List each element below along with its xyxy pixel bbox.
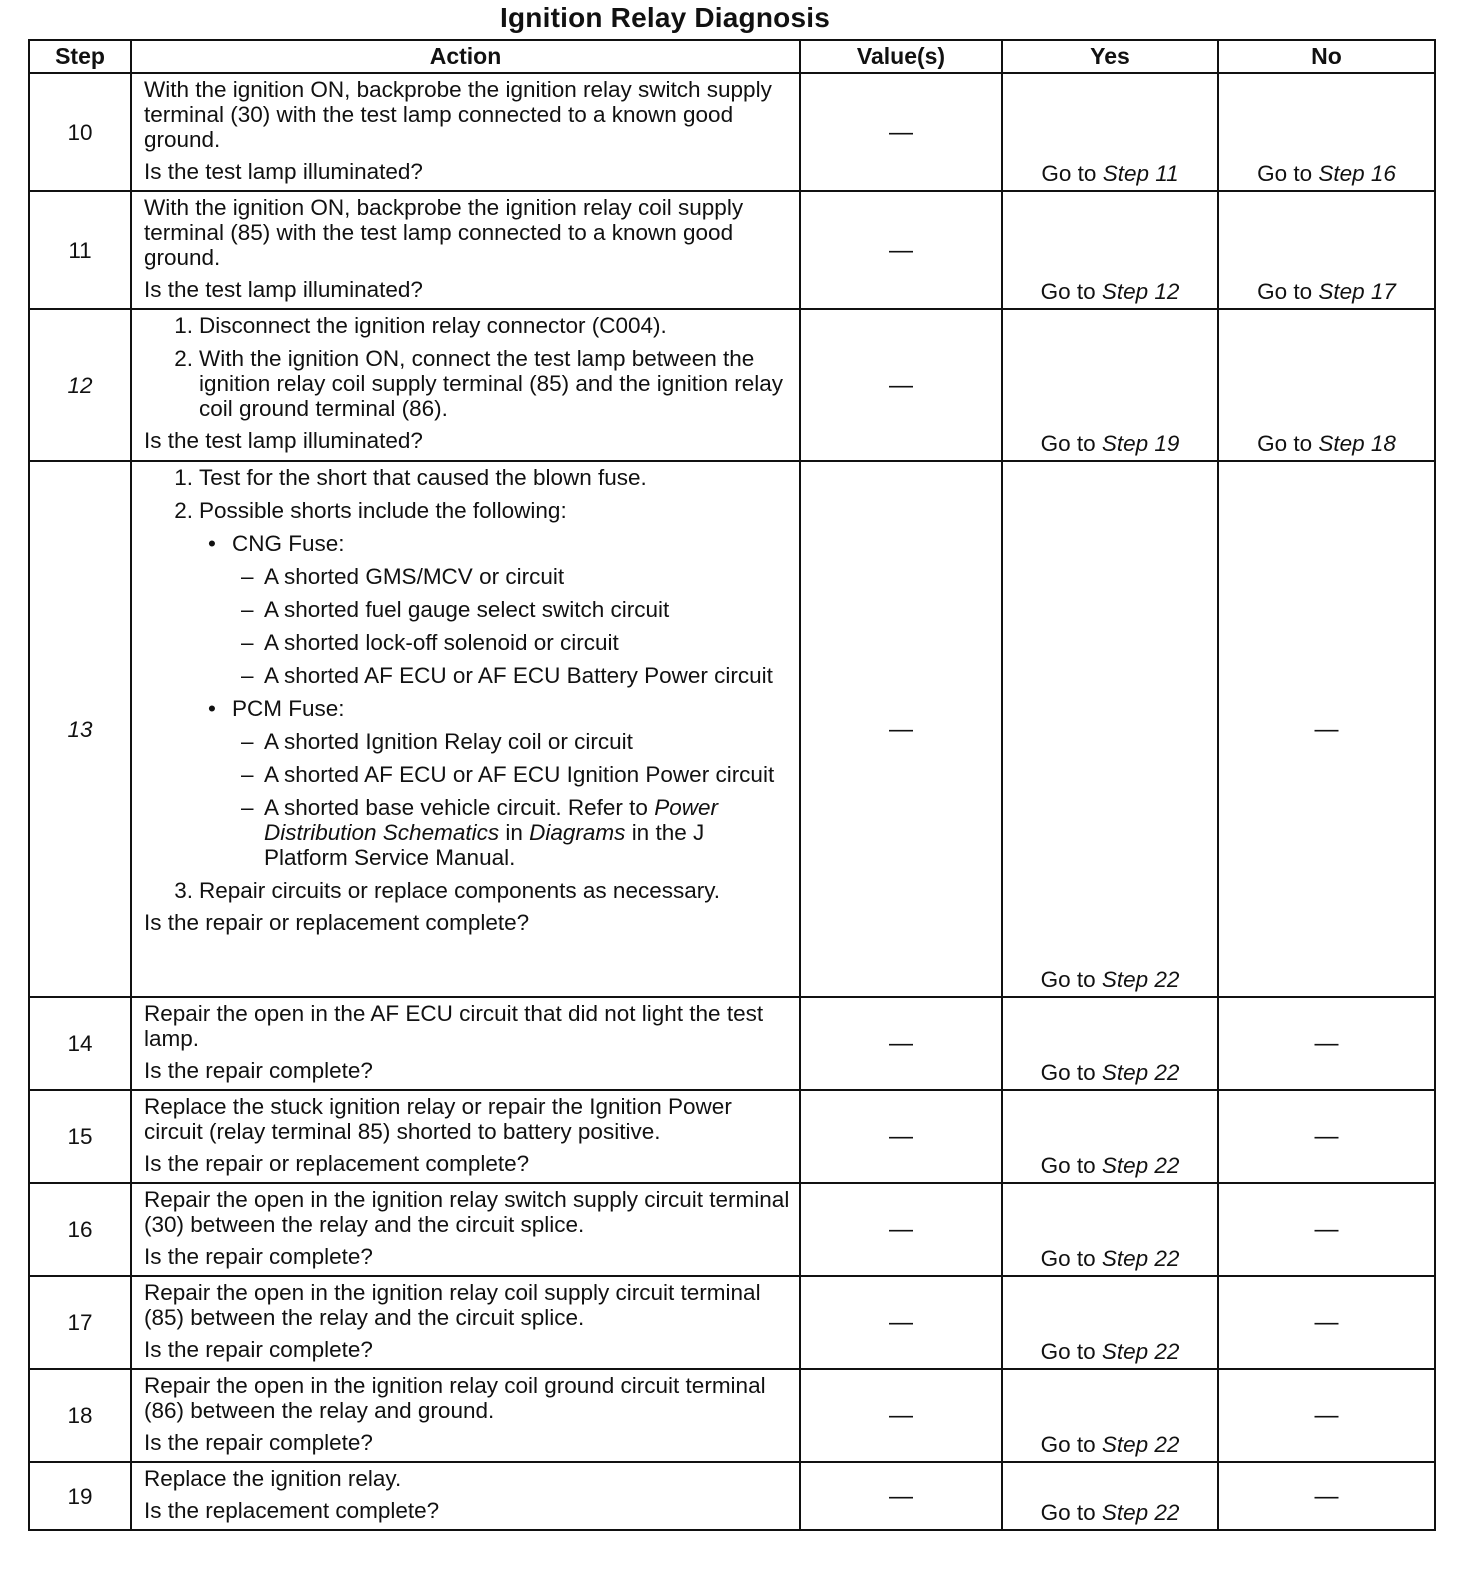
- no-cell: —: [1218, 997, 1435, 1090]
- yes-cell: [1002, 1462, 1218, 1530]
- list-item: 2. Possible shorts include the following:: [174, 498, 567, 523]
- no-cell: —: [1218, 1462, 1435, 1530]
- page-title: Ignition Relay Diagnosis: [500, 2, 830, 33]
- dash-item: – A shorted Ignition Relay coil or circuit: [241, 729, 633, 754]
- step-number: 12: [29, 309, 131, 461]
- table-row: [29, 1462, 1435, 1530]
- dash-item: – A shorted base vehicle circuit. Refer to Power Distribution Schematics in Diagrams in the J Platform Service Manual.: [241, 795, 718, 870]
- yes-cell: [1002, 1369, 1218, 1462]
- table-row: [29, 73, 1435, 191]
- yes-step-link[interactable]: Step 22: [1101, 1339, 1180, 1364]
- diagnosis-table: [28, 39, 1436, 1531]
- table-row: [29, 461, 1435, 997]
- no-step-link[interactable]: Step 18: [1318, 431, 1396, 456]
- value-cell: —: [800, 309, 1002, 461]
- action-text: Replace the ignition relay.: [144, 1466, 402, 1491]
- dash-item: – A shorted AF ECU or AF ECU Battery Power circuit: [241, 663, 773, 688]
- yes-cell: [1002, 997, 1218, 1090]
- list-item: 1. Test for the short that caused the blown fuse.: [174, 465, 647, 490]
- action-cell: [131, 997, 800, 1090]
- table-row: [29, 1276, 1435, 1369]
- yes-cell: [1002, 461, 1218, 997]
- no-step-link[interactable]: Step 17: [1318, 279, 1396, 304]
- step-number: 14: [29, 997, 131, 1090]
- action-question: Is the replacement complete?: [144, 1498, 440, 1523]
- yes-step-link[interactable]: Step 22: [1101, 1246, 1180, 1271]
- action-question: Is the repair or replacement complete?: [144, 1151, 530, 1176]
- action-cell: [131, 1369, 800, 1462]
- yes-cell: [1002, 191, 1218, 309]
- goto-label: Go to: [1040, 279, 1096, 304]
- goto-label: Go to: [1041, 161, 1097, 186]
- header-yes: Yes: [1002, 40, 1218, 73]
- action-question: Is the repair complete?: [144, 1430, 373, 1455]
- step-number: 17: [29, 1276, 131, 1369]
- doc-reference: Power Distribution Schematics: [264, 795, 718, 845]
- no-cell: —: [1218, 1276, 1435, 1369]
- action-question: Is the repair complete?: [144, 1244, 373, 1269]
- header-step: Step: [29, 40, 131, 73]
- value-cell: —: [800, 73, 1002, 191]
- step-number: 19: [29, 1462, 131, 1530]
- header-values: Value(s): [800, 40, 1002, 73]
- value-cell: —: [800, 1276, 1002, 1369]
- dash-item: – A shorted AF ECU or AF ECU Ignition Power circuit: [241, 762, 775, 787]
- value-cell: —: [800, 997, 1002, 1090]
- step-number: 18: [29, 1369, 131, 1462]
- action-question: Is the test lamp illuminated?: [144, 159, 423, 184]
- no-cell: —: [1218, 1369, 1435, 1462]
- action-question: Is the repair complete?: [144, 1337, 373, 1362]
- goto-label: Go to: [1257, 431, 1313, 456]
- step-number: 15: [29, 1090, 131, 1183]
- goto-label: Go to: [1040, 1432, 1096, 1457]
- yes-cell: [1002, 73, 1218, 191]
- table-row: [29, 1369, 1435, 1462]
- doc-reference: Diagrams: [529, 820, 626, 845]
- value-cell: —: [800, 1183, 1002, 1276]
- yes-step-link[interactable]: Step 12: [1101, 279, 1180, 304]
- table-row: [29, 1090, 1435, 1183]
- goto-label: Go to: [1040, 967, 1096, 992]
- goto-label: Go to: [1040, 1246, 1096, 1271]
- bullet-item: • CNG Fuse:: [208, 531, 345, 556]
- bullet-item: • PCM Fuse:: [208, 696, 345, 721]
- yes-step-link[interactable]: Step 22: [1101, 967, 1180, 992]
- action-cell: [131, 1276, 800, 1369]
- action-question: Is the repair or replacement complete?: [144, 910, 530, 935]
- yes-cell: [1002, 1183, 1218, 1276]
- yes-cell: [1002, 1276, 1218, 1369]
- goto-label: Go to: [1040, 1500, 1096, 1525]
- goto-label: Go to: [1040, 1153, 1096, 1178]
- action-text: Replace the stuck ignition relay or repair the Ignition Power circuit (relay terminal 85) shorted to battery positive.: [144, 1094, 732, 1144]
- header-action: Action: [131, 40, 800, 73]
- action-cell: [131, 73, 800, 191]
- table-row: [29, 1183, 1435, 1276]
- no-cell: [1218, 191, 1435, 309]
- action-text: Repair the open in the ignition relay coil supply circuit terminal (85) between the relay and the circuit splice.: [144, 1280, 761, 1330]
- dash-item: – A shorted lock-off solenoid or circuit: [241, 630, 619, 655]
- action-text: Repair the open in the AF ECU circuit that did not light the test lamp.: [144, 1001, 764, 1051]
- list-item: 2. With the ignition ON, connect the test lamp between the ignition relay coil supply terminal (85) and the ignition relay coil ground terminal (86).: [174, 346, 784, 421]
- action-question: Is the test lamp illuminated?: [144, 428, 423, 453]
- no-cell: —: [1218, 1090, 1435, 1183]
- step-number: 11: [29, 191, 131, 309]
- value-cell: —: [800, 191, 1002, 309]
- table-row: [29, 997, 1435, 1090]
- table-row: [29, 309, 1435, 461]
- goto-label: Go to: [1257, 161, 1313, 186]
- action-text: With the ignition ON, backprobe the ignition relay coil supply terminal (85) with the test lamp connected to a known good ground.: [144, 195, 744, 270]
- header-row: [29, 40, 1435, 73]
- header-no: No: [1218, 40, 1435, 73]
- dash-item: – A shorted GMS/MCV or circuit: [241, 564, 565, 589]
- yes-step-link[interactable]: Step 22: [1101, 1500, 1180, 1525]
- list-item: 1. Disconnect the ignition relay connector (C004).: [174, 313, 667, 338]
- goto-label: Go to: [1257, 279, 1313, 304]
- action-cell: [131, 1183, 800, 1276]
- step-number: 16: [29, 1183, 131, 1276]
- yes-step-link[interactable]: Step 19: [1101, 431, 1180, 456]
- no-cell: —: [1218, 461, 1435, 997]
- value-cell: —: [800, 461, 1002, 997]
- step-number: 10: [29, 73, 131, 191]
- yes-cell: [1002, 1090, 1218, 1183]
- value-cell: —: [800, 1462, 1002, 1530]
- action-question: Is the test lamp illuminated?: [144, 277, 423, 302]
- no-cell: [1218, 73, 1435, 191]
- no-cell: [1218, 309, 1435, 461]
- goto-label: Go to: [1040, 431, 1096, 456]
- dash-item: – A shorted fuel gauge select switch circuit: [241, 597, 670, 622]
- step-number: 13: [29, 461, 131, 997]
- goto-label: Go to: [1040, 1060, 1096, 1085]
- yes-step-link[interactable]: Step 22: [1101, 1153, 1180, 1178]
- value-cell: —: [800, 1369, 1002, 1462]
- no-cell: —: [1218, 1183, 1435, 1276]
- yes-step-link[interactable]: Step 22: [1101, 1432, 1180, 1457]
- action-text: Repair the open in the ignition relay coil ground circuit terminal (86) between the relay and ground.: [144, 1373, 766, 1423]
- action-text: With the ignition ON, backprobe the ignition relay switch supply terminal (30) with the test lamp connected to a known good ground.: [144, 77, 772, 152]
- action-cell: [131, 309, 800, 461]
- value-cell: —: [800, 1090, 1002, 1183]
- action-cell: [131, 1462, 800, 1530]
- action-cell: [131, 1090, 800, 1183]
- yes-step-link[interactable]: Step 22: [1101, 1060, 1180, 1085]
- goto-label: Go to: [1040, 1339, 1096, 1364]
- action-cell: [131, 461, 800, 997]
- no-step-link[interactable]: Step 16: [1318, 161, 1396, 186]
- list-item: 3. Repair circuits or replace components as necessary.: [174, 878, 721, 903]
- yes-step-link[interactable]: Step 11: [1102, 161, 1179, 186]
- table-row: [29, 191, 1435, 309]
- yes-cell: [1002, 309, 1218, 461]
- action-cell: [131, 191, 800, 309]
- action-question: Is the repair complete?: [144, 1058, 373, 1083]
- action-text: Repair the open in the ignition relay switch supply circuit terminal (30) between the relay and the circuit splice.: [144, 1187, 790, 1237]
